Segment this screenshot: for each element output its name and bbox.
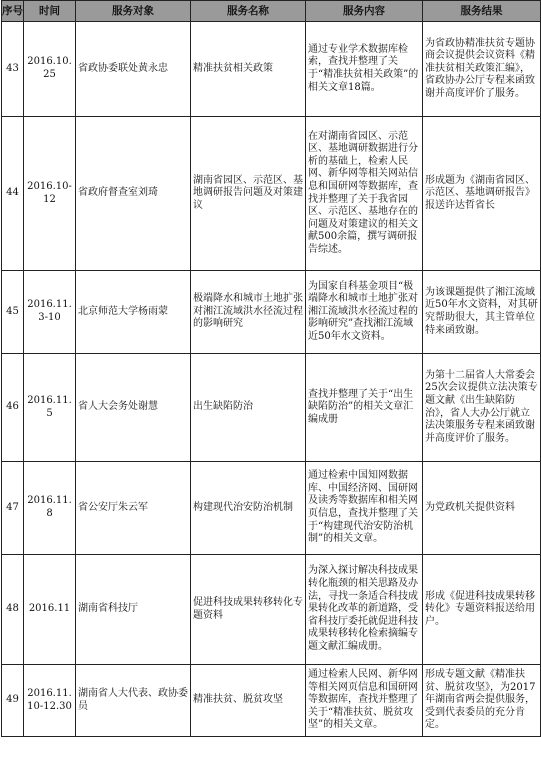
- cell-content: 查找并整理了关于“出生缺陷防治”的相关文章汇编成册: [306, 354, 423, 462]
- cell-target: 湖南省科技厅: [76, 555, 191, 665]
- cell-no: 44: [2, 117, 24, 271]
- cell-time: 2016.11.3-10: [24, 271, 76, 354]
- table-header-row: [2, 1, 541, 22]
- cell-name: 构建现代治安防治机制: [191, 462, 306, 555]
- cell-target: 北京师范大学杨雨蒙: [76, 271, 191, 354]
- header-name: 服务名称: [191, 1, 306, 22]
- cell-result: 形成专题文献《精准扶贫、脱贫攻坚》，为2017年湖南省两会提供服务，受到代表委员的充分肯定。: [423, 665, 541, 737]
- cell-result: 形成《促进科技成果转移转化》专题资料报送给用户。: [423, 555, 541, 665]
- table-row: [2, 117, 541, 271]
- table-row: [2, 665, 541, 737]
- cell-time: 2016.10.25: [24, 22, 76, 117]
- cell-content: 在对湖南省园区、示范区、基地调研数据进行分析的基础上，检索人民网、新华网等相关网站信息和国研网等数据库，查找并整理了关于我省园区、示范区、基地存在的问题及对策建议的相关文献500余篇，撰写调研报告综述。: [306, 117, 423, 271]
- cell-no: 46: [2, 354, 24, 462]
- table-row: [2, 555, 541, 665]
- cell-result: 为该课题提供了湘江流域近50年水文资料，对其研究帮助很大，其主管单位特来函致谢。: [423, 271, 541, 354]
- cell-name: 精准扶贫、脱贫攻坚: [191, 665, 306, 737]
- table-row: [2, 271, 541, 354]
- cell-target: 省公安厅朱云军: [76, 462, 191, 555]
- cell-name: 极端降水和城市土地扩张对湘江流域洪水径流过程的影响研究: [191, 271, 306, 354]
- header-time: 时间: [24, 1, 76, 22]
- cell-no: 49: [2, 665, 24, 737]
- cell-time: 2016.11.5: [24, 354, 76, 462]
- cell-time: 2016.10-12: [24, 117, 76, 271]
- cell-result: 为省政协精准扶贫专题协商会议提供会议资料《精准扶贫相关政策汇编》，省政协办公厅专程来函致谢并高度评价了服务。: [423, 22, 541, 117]
- cell-content: 为国家自科基金项目“极端降水和城市土地扩张对湘江流域洪水径流过程的影响研究”查找湘江流域近50年水文资料。: [306, 271, 423, 354]
- cell-name: 湖南省园区、示范区、基地调研报告问题及对策建议: [191, 117, 306, 271]
- cell-name: 促进科技成果转移转化专题资料: [191, 555, 306, 665]
- cell-no: 45: [2, 271, 24, 354]
- cell-time: 2016.11.8: [24, 462, 76, 555]
- cell-result: 为党政机关提供资料: [423, 462, 541, 555]
- cell-content: 通过检索中国知网数据库、中国经济网、国研网及读秀等数据库和相关网页信息，查找并整理了关于“构建现代治安防治机制”的相关文章。: [306, 462, 423, 555]
- header-no: 序号: [2, 1, 24, 22]
- cell-time: 2016.11: [24, 555, 76, 665]
- cell-no: 48: [2, 555, 24, 665]
- cell-result: 形成题为《湖南省园区、示范区、基地调研报告》报送许达哲省长: [423, 117, 541, 271]
- cell-target: 省人大会务处谢慧: [76, 354, 191, 462]
- header-content: 服务内容: [306, 1, 423, 22]
- cell-content: 为深入探讨解决科技成果转化瓶颈的相关思路及办法，寻找一条适合科技成果转化改革的新道路，受省科技厅委托就促进科技成果转移转化检索摘编专题文献汇编成册。: [306, 555, 423, 665]
- cell-content: 通过检索人民网、新华网等相关网页信息和国研网等数据库，查找并整理了关于“精准扶贫、脱贫攻坚”的相关文章。: [306, 665, 423, 737]
- cell-result: 为第十二届省人大常委会25次会议提供立法决策专题文献《出生缺陷防治》，省人大办公厅就立法决策服务专程来函致谢并高度评价了服务。: [423, 354, 541, 462]
- cell-target: 湖南省人大代表、政协委员: [76, 665, 191, 737]
- cell-no: 43: [2, 22, 24, 117]
- table-row: [2, 354, 541, 462]
- cell-time: 2016.11.10-12.30: [24, 665, 76, 737]
- cell-content: 通过专业学术数据库检索，查找并整理了关于“精准扶贫相关政策”的相关文章18篇。: [306, 22, 423, 117]
- cell-name: 精准扶贫相关政策: [191, 22, 306, 117]
- cell-target: 省政府督查室刘琦: [76, 117, 191, 271]
- header-result: 服务结果: [423, 1, 541, 22]
- table-row: [2, 22, 541, 117]
- cell-name: 出生缺陷防治: [191, 354, 306, 462]
- header-target: 服务对象: [76, 1, 191, 22]
- cell-target: 省政协委联处黄永忠: [76, 22, 191, 117]
- service-record-table: [1, 0, 541, 737]
- cell-no: 47: [2, 462, 24, 555]
- table-row: [2, 462, 541, 555]
